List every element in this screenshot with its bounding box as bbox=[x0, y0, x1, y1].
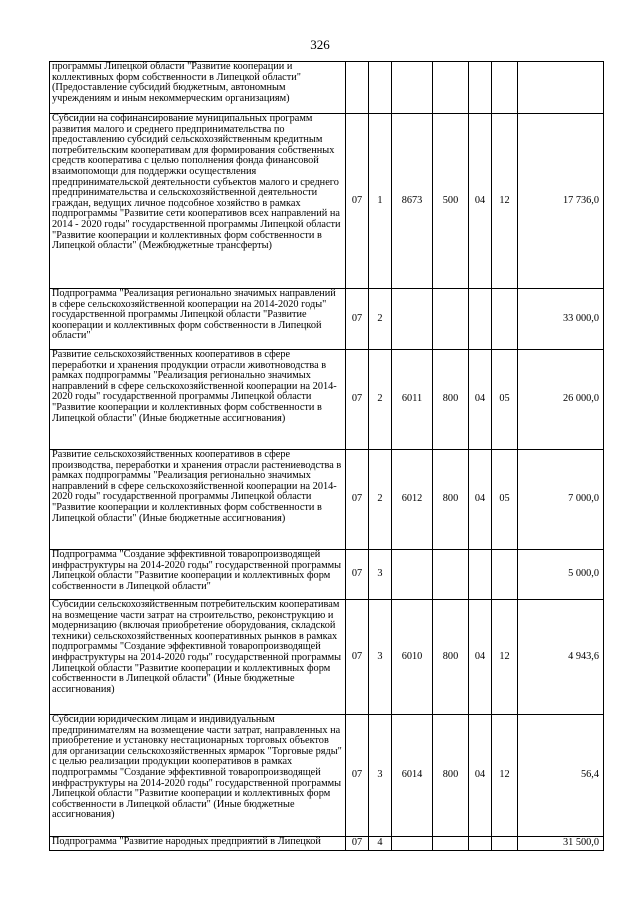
row-subchapter-code bbox=[492, 62, 518, 114]
row-chapter-code: 04 bbox=[469, 114, 492, 289]
table-row bbox=[50, 837, 604, 851]
row-section-code: 3 bbox=[369, 715, 392, 837]
row-subchapter-code bbox=[492, 289, 518, 350]
row-ved-code: 07 bbox=[346, 350, 369, 450]
row-ved-code: 07 bbox=[346, 450, 369, 550]
row-ved-code: 07 bbox=[346, 715, 369, 837]
row-description: Субсидии на софинансирование муниципальных программ развития малого и среднего предпринимательства по предоставлению субсидий сельскохозяйственным кредитным потребительским кооперативам для формирования собственных средств кооператива с целью пополнения фонда финансовой взаимопомощи для поддержки осуществления предпринимательской деятельности субъектов малого и среднего предпринимательства и сельскохозяйственной деятельности граждан, ведущих личное подсобное хозяйство в рамках подпрограммы "Развитие сети кооперативов всех направлений на 2014 - 2020 годы" государственной программы Липецкой области "Развитие кооперации и коллективных форм собственности в Липецкой области" (Межбюджетные трансферты) bbox=[50, 114, 346, 289]
row-amount: 5 000,0 bbox=[518, 550, 604, 600]
row-description: Подпрограмма "Создание эффективной товаропроизводящей инфраструктуры на 2014-2020 годы" государственной программы Липецкой области "Развитие кооперации и коллективных форм собственности в Липецкой области" bbox=[50, 550, 346, 600]
row-subchapter-code: 12 bbox=[492, 715, 518, 837]
row-description: Развитие сельскохозяйственных кооперативов в сфере переработки и хранения продукции отрасли животноводства в рамках подпрограммы "Реализация регионально значимых направлений в сфере сельскохозяйственной кооперации на 2014-2020 годы" государственной программы Липецкой области "Развитие кооперации и коллективных форм собственности в Липецкой области" (Иные бюджетные ассигнования) bbox=[50, 350, 346, 450]
row-target-code: 6010 bbox=[392, 600, 433, 715]
row-ved-code: 07 bbox=[346, 114, 369, 289]
table-row bbox=[50, 350, 604, 450]
row-expense-type bbox=[433, 550, 469, 600]
table-row bbox=[50, 114, 604, 289]
table-row bbox=[50, 715, 604, 837]
row-expense-type bbox=[433, 289, 469, 350]
row-ved-code bbox=[346, 62, 369, 114]
row-chapter-code: 04 bbox=[469, 715, 492, 837]
table-row bbox=[50, 600, 604, 715]
row-section-code: 4 bbox=[369, 837, 392, 851]
row-section-code: 3 bbox=[369, 550, 392, 600]
row-chapter-code bbox=[469, 837, 492, 851]
row-amount: 17 736,0 bbox=[518, 114, 604, 289]
row-chapter-code: 04 bbox=[469, 350, 492, 450]
row-target-code: 6011 bbox=[392, 350, 433, 450]
row-subchapter-code bbox=[492, 550, 518, 600]
row-subchapter-code: 12 bbox=[492, 114, 518, 289]
row-chapter-code: 04 bbox=[469, 450, 492, 550]
row-subchapter-code: 05 bbox=[492, 450, 518, 550]
row-chapter-code bbox=[469, 62, 492, 114]
row-amount: 56,4 bbox=[518, 715, 604, 837]
row-target-code: 6014 bbox=[392, 715, 433, 837]
row-description: Субсидии сельскохозяйственным потребительским кооперативам на возмещение части затрат на строительство, реконструкцию и модернизацию (включая приобретение оборудования, складской техники) сельскохозяйственных кооперативных рынков в рамках подпрограммы "Создание эффективной товаропроизводящей инфраструктуры на 2014-2020 годы" государственной программы Липецкой области "Развитие кооперации и коллективных форм собственности в Липецкой области" (Иные бюджетные ассигнования) bbox=[50, 600, 346, 715]
row-section-code: 3 bbox=[369, 600, 392, 715]
table-row bbox=[50, 289, 604, 350]
table-row bbox=[50, 62, 604, 114]
row-expense-type: 800 bbox=[433, 350, 469, 450]
row-chapter-code: 04 bbox=[469, 600, 492, 715]
row-expense-type: 800 bbox=[433, 715, 469, 837]
row-subchapter-code bbox=[492, 837, 518, 851]
page-number: 326 bbox=[310, 37, 330, 52]
row-description: программы Липецкой области "Развитие кооперации и коллективных форм собственности в Липецкой области" (Предоставление субсидий бюджетным, автономным учреждениям и иным некоммерческим организациям) bbox=[50, 62, 346, 114]
row-target-code bbox=[392, 550, 433, 600]
row-target-code: 6012 bbox=[392, 450, 433, 550]
row-subchapter-code: 05 bbox=[492, 350, 518, 450]
row-section-code: 2 bbox=[369, 289, 392, 350]
row-section-code: 2 bbox=[369, 450, 392, 550]
row-description: Субсидии юридическим лицам и индивидуальным предпринимателям на возмещение части затрат, направленных на приобретение и установку нестационарных торговых объектов для организации сельскохозяйственных ярмарок "Торговые ряды" с целью реализации продукции кооперативов в рамках подпрограммы "Создание эффективной товаропроизводящей инфраструктуры на 2014-2020 годы" государственной программы Липецкой области "Развитие кооперации и коллективных форм собственности в Липецкой области" (Иные бюджетные ассигнования) bbox=[50, 715, 346, 837]
row-ved-code: 07 bbox=[346, 550, 369, 600]
row-ved-code: 07 bbox=[346, 289, 369, 350]
row-section-code: 1 bbox=[369, 114, 392, 289]
row-chapter-code bbox=[469, 289, 492, 350]
row-amount bbox=[518, 62, 604, 114]
row-subchapter-code: 12 bbox=[492, 600, 518, 715]
row-expense-type: 500 bbox=[433, 114, 469, 289]
row-target-code bbox=[392, 289, 433, 350]
row-description: Подпрограмма "Реализация регионально значимых направлений в сфере сельскохозяйственной кооперации на 2014-2020 годы" государственной программы Липецкой области "Развитие кооперации и коллективных форм собственности в Липецкой области" bbox=[50, 289, 346, 350]
row-amount: 31 500,0 bbox=[518, 837, 604, 851]
budget-table bbox=[49, 61, 604, 851]
row-description: Подпрограмма "Развитие народных предприятий в Липецкой bbox=[50, 837, 346, 851]
table-row bbox=[50, 450, 604, 550]
row-section-code bbox=[369, 62, 392, 114]
row-expense-type: 800 bbox=[433, 600, 469, 715]
row-expense-type bbox=[433, 837, 469, 851]
row-amount: 4 943,6 bbox=[518, 600, 604, 715]
row-ved-code: 07 bbox=[346, 600, 369, 715]
row-description: Развитие сельскохозяйственных кооперативов в сфере производства, переработки и хранения отрасли растениеводства в рамках подпрограммы "Реализация регионально значимых направлений в сфере сельскохозяйственной кооперации на 2014-2020 годы" государственной программы Липецкой области "Развитие кооперации и коллективных форм собственности в Липецкой области" (Иные бюджетные ассигнования) bbox=[50, 450, 346, 550]
row-amount: 7 000,0 bbox=[518, 450, 604, 550]
row-chapter-code bbox=[469, 550, 492, 600]
row-ved-code: 07 bbox=[346, 837, 369, 851]
row-target-code: 8673 bbox=[392, 114, 433, 289]
row-target-code bbox=[392, 62, 433, 114]
table-row bbox=[50, 550, 604, 600]
row-expense-type: 800 bbox=[433, 450, 469, 550]
row-target-code bbox=[392, 837, 433, 851]
row-expense-type bbox=[433, 62, 469, 114]
row-section-code: 2 bbox=[369, 350, 392, 450]
row-amount: 26 000,0 bbox=[518, 350, 604, 450]
row-amount: 33 000,0 bbox=[518, 289, 604, 350]
